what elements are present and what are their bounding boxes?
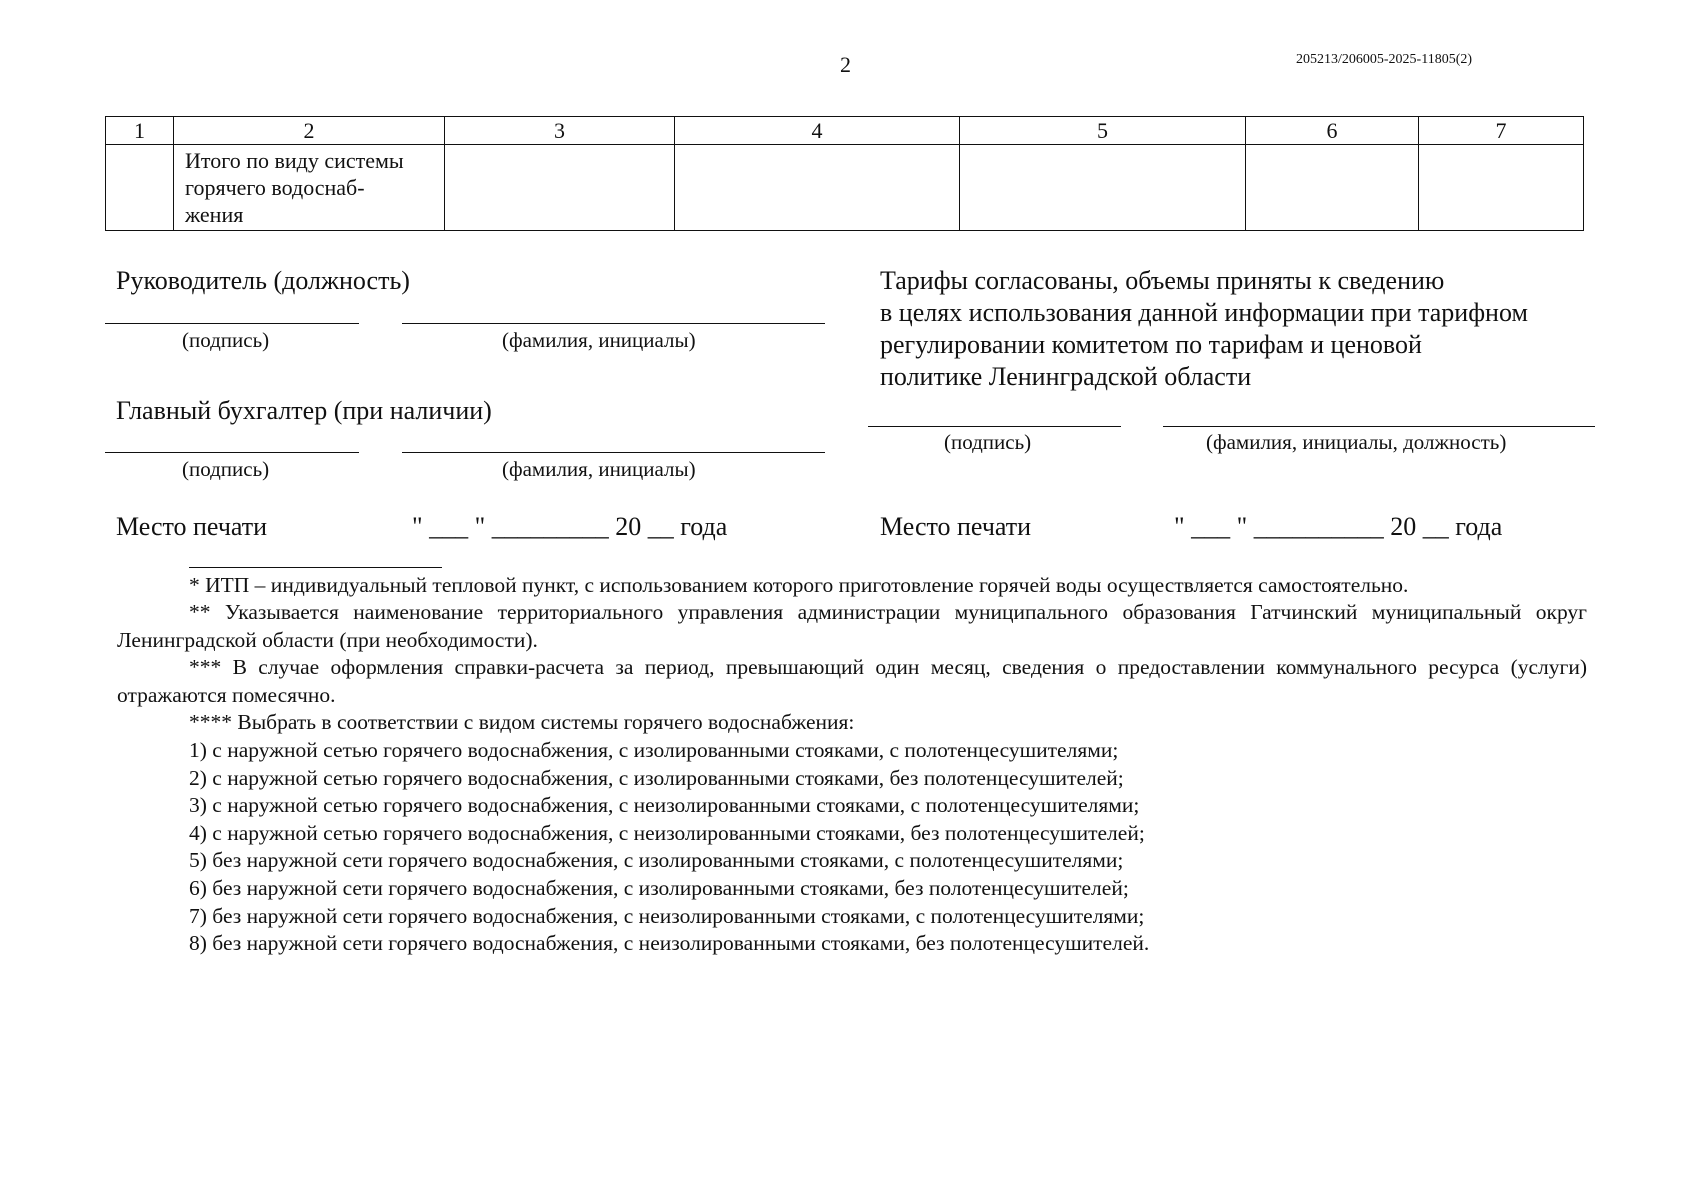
signature-line (868, 426, 1121, 427)
column-header: 4 (675, 117, 960, 145)
name-caption: (фамилия, инициалы, должность) (1206, 430, 1507, 454)
agreement-line: регулировании комитетом по тарифам и ценовой (880, 330, 1422, 359)
list-item: 4) с наружной сетью горячего водоснабжения, с неизолированными стояками, без полотенцесушителей; (189, 820, 1145, 845)
agreement-text (880, 265, 1528, 393)
total-label-line: жения (185, 202, 244, 227)
agreement-line: Тарифы согласованы, объемы приняты к сведению (880, 266, 1445, 295)
footnote-choose: **** Выбрать в соответствии с видом системы горячего водоснабжения: (189, 710, 855, 734)
table-cell (960, 145, 1246, 231)
date-field: " ___ " __________ 20 __ года (1174, 512, 1503, 541)
table-cell (445, 145, 675, 231)
summary-table (105, 116, 1584, 231)
total-label-line: Итого по виду системы (185, 148, 404, 173)
total-row-label (174, 145, 445, 231)
name-caption: (фамилия, инициалы) (502, 328, 696, 352)
table-cell (1419, 145, 1584, 231)
table-cell (1246, 145, 1419, 231)
list-item: 7) без наружной сети горячего водоснабжения, с неизолированными стояками, с полотенцесушителями; (189, 903, 1145, 928)
column-header: 1 (106, 117, 174, 145)
name-line (402, 323, 825, 324)
agreement-line: политике Ленинградской области (880, 362, 1252, 391)
list-item: 2) с наружной сетью горячего водоснабжения, с изолированными стояками, без полотенцесушителей; (189, 765, 1124, 790)
column-header: 2 (174, 117, 445, 145)
name-line (1163, 426, 1595, 427)
column-header: 6 (1246, 117, 1419, 145)
signature-caption: (подпись) (182, 457, 270, 481)
signature-caption: (подпись) (182, 328, 270, 352)
table-cell (675, 145, 960, 231)
stamp-label: Место печати (880, 512, 1032, 541)
list-item: 1) с наружной сетью горячего водоснабжения, с изолированными стояками, с полотенцесушителями; (189, 738, 1119, 762)
footnote-territorial: ** Указывается наименование территориального управления администрации муниципального образования Гатчинский муниципальный округ Ленинградской области (при необходимости). (117, 600, 1587, 652)
stamp-label: Место печати (116, 512, 268, 541)
date-field: " ___ " _________ 20 __ года (412, 512, 728, 541)
column-header: 7 (1419, 117, 1584, 145)
system-options-list (189, 737, 1149, 958)
name-caption: (фамилия, инициалы) (502, 457, 696, 481)
list-item: 8) без наружной сети горячего водоснабжения, с неизолированными стояками, без полотенцесушителей. (189, 931, 1150, 956)
footnote-separator (189, 567, 442, 568)
document-code: 205213/206005-2025-11805(2) (1296, 52, 1473, 67)
agreement-line: в целях использования данной информации при тарифном (880, 298, 1528, 327)
signature-line (105, 323, 359, 324)
name-line (402, 452, 825, 453)
total-label-line: горячего водоснаб- (185, 175, 365, 200)
signature-caption: (подпись) (944, 430, 1032, 454)
accountant-title: Главный бухгалтер (при наличии) (116, 396, 492, 425)
table-header-row (106, 117, 1584, 145)
page-number: 2 (840, 52, 851, 77)
table-row (106, 145, 1584, 231)
list-item: 6) без наружной сети горячего водоснабжения, с изолированными стояками, без полотенцесушителей; (189, 875, 1129, 900)
column-header: 5 (960, 117, 1246, 145)
column-header: 3 (445, 117, 675, 145)
signature-line (105, 452, 359, 453)
head-title: Руководитель (должность) (116, 266, 410, 295)
list-item: 5) без наружной сети горячего водоснабжения, с изолированными стояками, с полотенцесушителями; (189, 848, 1124, 873)
footnote-itp: * ИТП – индивидуальный тепловой пункт, с использованием которого приготовление горячей воды осуществляется самостоятельно. (189, 573, 1409, 597)
footnote-monthly: *** В случае оформления справки-расчета за период, превышающий один месяц, сведения о предоставлении коммунального ресурса (услуги) отражаются помесячно. (117, 655, 1587, 707)
list-item: 3) с наружной сетью горячего водоснабжения, с неизолированными стояками, с полотенцесушителями; (189, 793, 1140, 818)
table-cell (106, 145, 174, 231)
